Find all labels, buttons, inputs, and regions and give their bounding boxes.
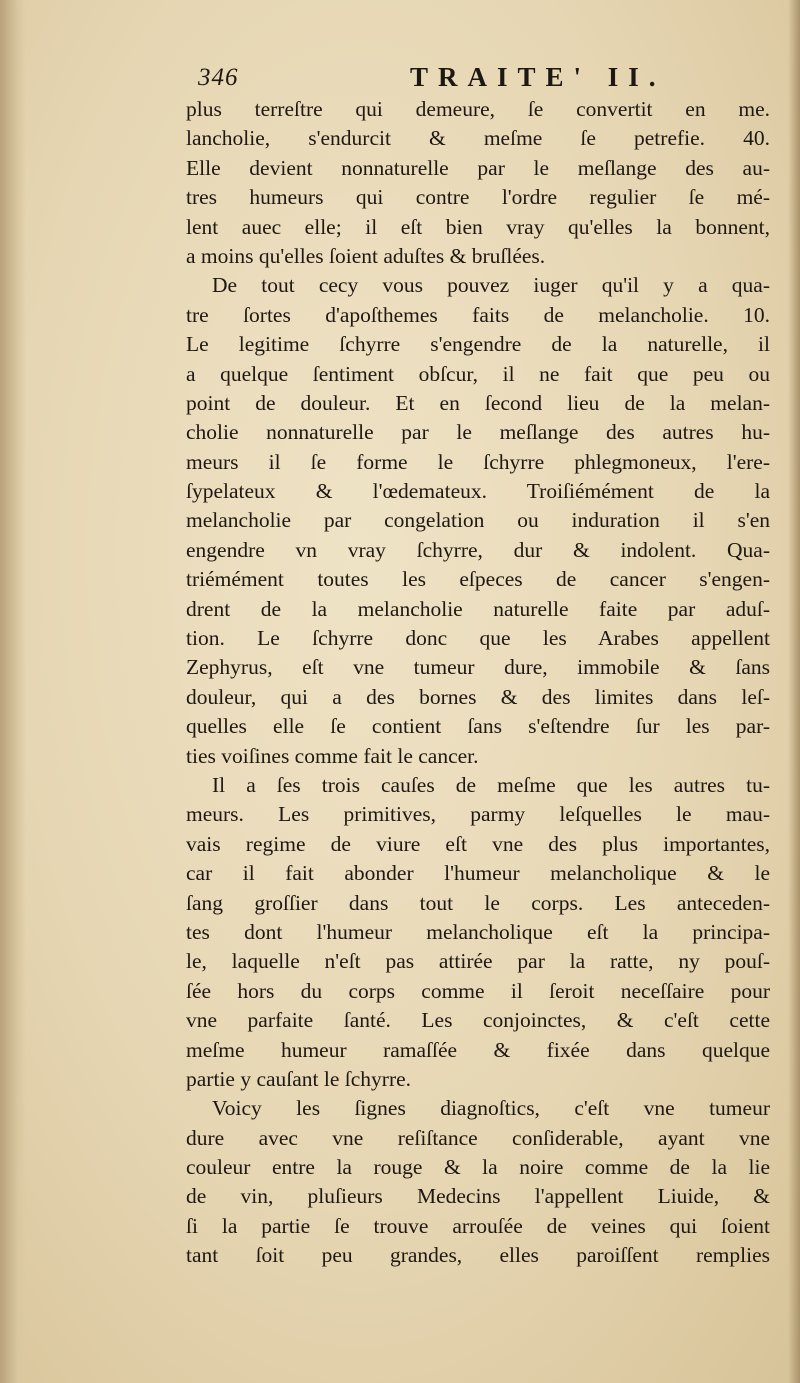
- text-line: le, laquelle n'eſt pas attirée par la ratte, ny pouſ-: [186, 949, 770, 974]
- text-line: point de douleur. Et en ſecond lieu de la melan-: [186, 390, 770, 415]
- page-gutter-shadow: [0, 0, 26, 1383]
- text-line: couleur entre la rouge & la noire comme de la lie: [186, 1155, 770, 1180]
- text-line: douleur, qui a des bornes & des limites dans leſ-: [186, 684, 770, 709]
- text-line: De tout cecy vous pouvez iuger qu'il y a qua-: [212, 273, 770, 298]
- running-head: TRAITE' II.: [410, 62, 666, 92]
- text-line: lent auec elle; il eſt bien vray qu'elles la bonnent,: [186, 214, 770, 239]
- text-line: cholie nonnaturelle par le meſlange des autres hu-: [186, 420, 770, 445]
- text-line: meſme humeur ramaſſée & fixée dans quelque: [186, 1037, 770, 1062]
- text-line: Zephyrus, eſt vne tumeur dure, immobile & ſans: [186, 655, 770, 680]
- text-line: drent de la melancholie naturelle faite par aduſ-: [186, 596, 770, 621]
- text-line: meurs il ſe forme le ſchyrre phlegmoneux, l'ere-: [186, 449, 770, 474]
- text-line: tion. Le ſchyrre donc que les Arabes appellent: [186, 626, 770, 651]
- text-line: Elle devient nonnaturelle par le meſlange des au-: [186, 155, 770, 180]
- text-line: ties voiſines comme fait le cancer.: [186, 743, 479, 768]
- text-line: ſypelateux & l'œdemateux. Troiſiémément de la: [186, 479, 770, 504]
- text-line: engendre vn vray ſchyrre, dur & indolent. Qua-: [186, 537, 770, 562]
- text-line: tre ſortes d'apoſthemes faits de melancholie. 10.: [186, 302, 770, 327]
- text-line: vne parfaite ſanté. Les conjoinctes, & c'eſt cette: [186, 1008, 770, 1033]
- page-edge-shadow: [788, 0, 800, 1383]
- text-line: a quelque ſentiment obſcur, il ne fait que peu ou: [186, 361, 770, 386]
- text-line: triémément toutes les eſpeces de cancer s'engen-: [186, 567, 770, 592]
- text-line: meurs. Les primitives, parmy leſquelles le mau-: [186, 802, 770, 827]
- text-line: a moins qu'elles ſoient aduſtes & bruſlées.: [186, 243, 546, 268]
- text-line: lancholie, s'endurcit & meſme ſe petrefie. 40.: [186, 126, 770, 151]
- text-line: tres humeurs qui contre l'ordre regulier ſe mé-: [186, 185, 770, 210]
- text-line: ſang groſſier dans tout le corps. Les anteceden-: [186, 890, 770, 915]
- text-line: plus terreſtre qui demeure, ſe convertit en me.: [186, 97, 770, 121]
- page-number: 346: [198, 64, 239, 91]
- text-line: melancholie par congelation ou induration il s'en: [186, 508, 770, 533]
- text-line: Le legitime ſchyrre s'engendre de la naturelle, il: [186, 332, 770, 357]
- text-line: quelles elle ſe contient ſans s'eſtendre ſur les par-: [186, 714, 770, 739]
- text-line: ſée hors du corps comme il ſeroit neceſſaire pour: [186, 978, 770, 1003]
- text-line: car il fait abonder l'humeur melancholique & le: [186, 861, 770, 886]
- text-line: vais regime de viure eſt vne des plus importantes,: [186, 831, 770, 856]
- body-text: [186, 95, 770, 1271]
- text-line: tes dont l'humeur melancholique eſt la principa-: [186, 919, 770, 944]
- text-line: tant ſoit peu grandes, elles paroiſſent remplies: [186, 1243, 770, 1268]
- text-line: dure avec vne reſiſtance conſiderable, ayant vne: [186, 1125, 770, 1150]
- text-line: de vin, pluſieurs Medecins l'appellent Liuide, &: [186, 1184, 770, 1209]
- text-line: partie y cauſant le ſchyrre.: [186, 1066, 412, 1091]
- text-line: ſi la partie ſe trouve arrouſée de veines qui ſoient: [186, 1213, 770, 1238]
- page-header: [198, 58, 758, 100]
- text-line: Il a ſes trois cauſes de meſme que les autres tu-: [212, 772, 770, 797]
- text-line: Voicy les ſignes diagnoſtics, c'eſt vne tumeur: [212, 1096, 770, 1121]
